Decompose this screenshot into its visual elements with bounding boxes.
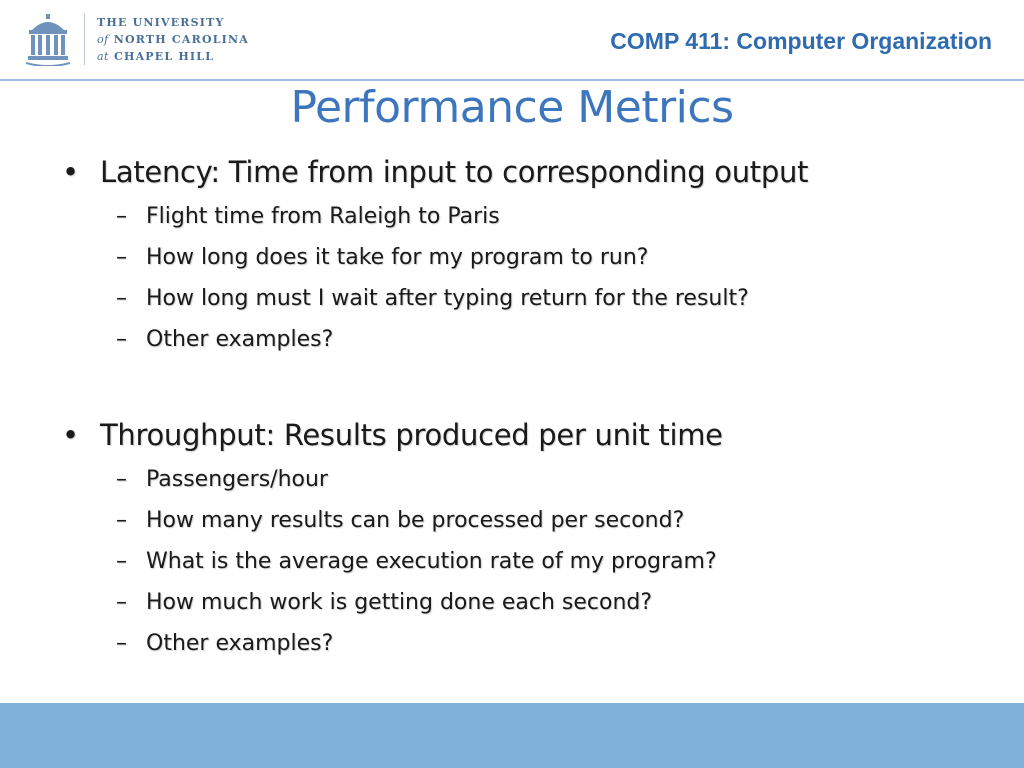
logo-line-2 <box>97 31 249 48</box>
dash-marker: – <box>116 549 127 574</box>
logo-wordmark <box>97 14 249 65</box>
header-rule <box>0 79 1024 81</box>
sub-item-text: What is the average execution rate of my program? <box>146 549 717 574</box>
sub-item-text: Other examples? <box>146 327 334 352</box>
logo-line-1: THE UNIVERSITY <box>97 15 225 29</box>
sub-item-text: Flight time from Raleigh to Paris <box>146 204 500 229</box>
logo-divider <box>84 13 85 65</box>
old-well-icon <box>26 12 70 66</box>
sub-item-text: Passengers/hour <box>146 467 328 492</box>
dash-marker: – <box>116 327 127 352</box>
sub-item-text: How long does it take for my program to run? <box>146 245 649 270</box>
dash-marker: – <box>116 245 127 270</box>
sub-item-text: How long must I wait after typing return for the result? <box>146 286 749 311</box>
logo-line-3 <box>97 48 249 65</box>
dash-marker: – <box>116 286 127 311</box>
bullet-text: Throughput: Results produced per unit time <box>100 418 723 452</box>
sub-item-text: How much work is getting done each second? <box>146 590 653 615</box>
sub-item-text: How many results can be processed per second? <box>146 508 685 533</box>
course-title: COMP 411: Computer Organization <box>610 28 992 54</box>
dash-marker: – <box>116 590 127 615</box>
logo-line-3-prefix: at <box>97 49 109 63</box>
bullet-marker: • <box>62 155 79 189</box>
logo-line-2-prefix: of <box>97 32 109 46</box>
dash-marker: – <box>116 508 127 533</box>
slide-title: Performance Metrics <box>290 82 734 133</box>
university-logo <box>26 12 249 66</box>
slide-header <box>0 0 1024 80</box>
sub-item-text: Other examples? <box>146 631 334 656</box>
bullet-marker: • <box>62 418 79 452</box>
logo-line-2-main: NORTH CAROLINA <box>113 32 250 46</box>
dash-marker: – <box>116 467 127 492</box>
bullet-text: Latency: Time from input to corresponding output <box>100 155 809 189</box>
dash-marker: – <box>116 204 127 229</box>
logo-line-3-main: CHAPEL HILL <box>114 49 215 63</box>
footer-band <box>0 703 1024 768</box>
dash-marker: – <box>116 631 127 656</box>
